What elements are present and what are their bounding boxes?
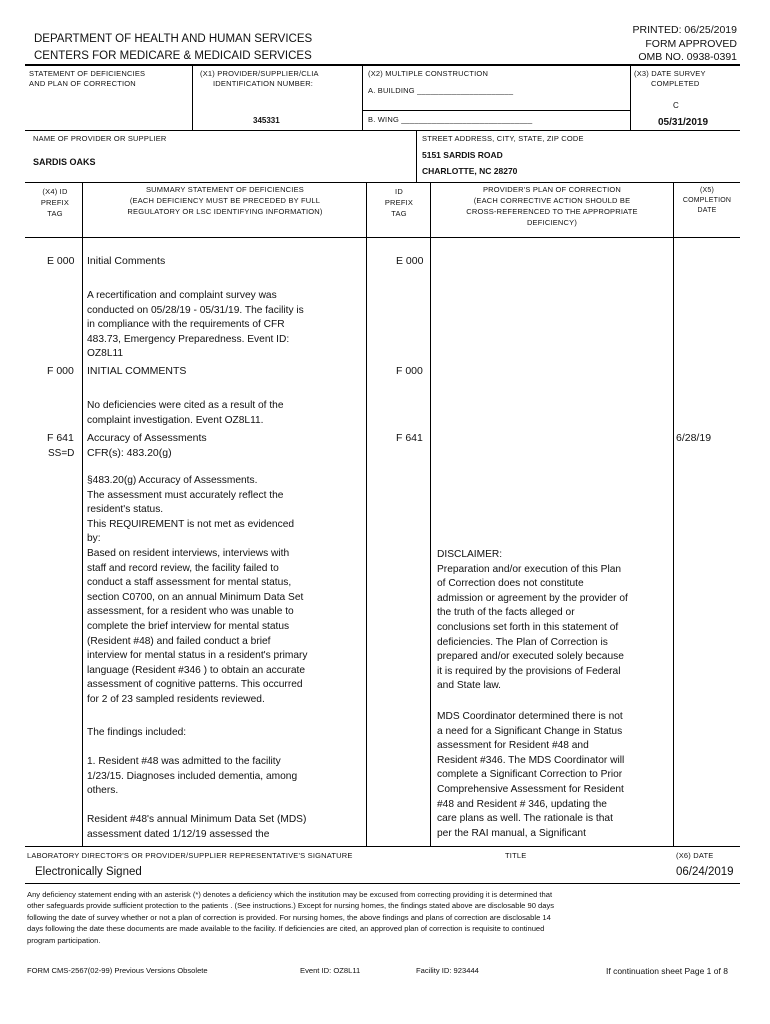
- rule: [25, 883, 740, 884]
- id-header: ID: [395, 187, 403, 196]
- statement-label: STATEMENT OF DEFICIENCIES: [29, 69, 146, 78]
- address-label: STREET ADDRESS, CITY, STATE, ZIP CODE: [422, 134, 584, 143]
- rule: [25, 182, 740, 183]
- printed-date: PRINTED: 06/25/2019: [632, 24, 737, 36]
- provider-id-number: 345331: [253, 116, 280, 125]
- x3-label: COMPLETED: [651, 79, 700, 88]
- f000-title: INITIAL COMMENTS: [87, 365, 187, 377]
- tag-f641: F 641: [47, 432, 74, 444]
- disclaimer-text: DISCLAIMER: Preparation and/or execution of this Plan of Correction does not constitute admission or agreement by the provider of the truth of the facts alleged or conclusions set forth in this statement of deficiencies. The Plan of Correction is prepared and/or executed solely because it is required by the provisions of Federal and State law.: [437, 549, 628, 692]
- rule: [25, 130, 740, 131]
- city-state-zip: CHARLOTTE, NC 28270: [422, 166, 518, 176]
- rule: [366, 182, 367, 846]
- rule: [362, 65, 363, 130]
- title-label: TITLE: [505, 851, 527, 860]
- e000-body: A recertification and complaint survey was conducted on 05/28/19 - 05/31/19. The facility is in compliance with the requirements of CFR 483.73, Emergency Preparedness. Event ID: OZ8L11: [87, 290, 304, 360]
- facility-id: Facility ID: 923444: [416, 966, 479, 975]
- plan-header: (EACH CORRECTIVE ACTION SHOULD BE: [473, 196, 631, 205]
- x5-header: DATE: [697, 207, 717, 214]
- signature-label: LABORATORY DIRECTOR'S OR PROVIDER/SUPPLIER REPRESENTATIVE'S SIGNATURE: [27, 851, 353, 860]
- plan-tag-e000: E 000: [396, 255, 424, 267]
- x2-building: A. BUILDING ______________________: [368, 86, 514, 95]
- department-title-line2: CENTERS FOR MEDICARE & MEDICAID SERVICES: [34, 50, 312, 62]
- e000-title: Initial Comments: [87, 255, 166, 267]
- x2-label: (X2) MULTIPLE CONSTRUCTION: [368, 69, 489, 78]
- rule: [630, 65, 631, 130]
- rule: [673, 182, 674, 846]
- x2-wing: B. WING ______________________________: [368, 115, 533, 124]
- tag-e000: E 000: [47, 255, 75, 267]
- x3-label: (X3) DATE SURVEY: [634, 69, 706, 78]
- x1-label: IDENTIFICATION NUMBER:: [213, 79, 314, 88]
- completion-date-f641: 6/28/19: [676, 432, 712, 444]
- department-title-line1: DEPARTMENT OF HEALTH AND HUMAN SERVICES: [34, 33, 313, 45]
- rule: [192, 65, 193, 130]
- statement-label: AND PLAN OF CORRECTION: [29, 79, 136, 88]
- x4-header: PREFIX: [40, 198, 70, 207]
- x4-header: (X4) ID: [42, 187, 68, 196]
- f641-title: Accuracy of Assessments: [87, 432, 207, 444]
- f641-body: §483.20(g) Accuracy of Assessments. The assessment must accurately reflect the resident's status. This REQUIREMENT is not met as evidenced by: Based on resident interviews, interviews with staff and record review, the facility failed to conduct a staff assessment for mental status, section C0700, on an annual Minimum Data Set assessment, for a resident who was unable to complete the brief interview for mental status (Resident #48) and failed conduct a brief interview for mental status in a resident's primary language (Resident #346 ) to obtain an accurate assessment of cognitive patterns. This occurred for 2 of 23 sampled residents reviewed.: [87, 475, 308, 705]
- findings-heading: The findings included:: [87, 727, 187, 738]
- survey-code: C: [673, 101, 679, 110]
- provider-name-label: NAME OF PROVIDER OR SUPPLIER: [33, 134, 167, 143]
- plan-header: PROVIDER'S PLAN OF CORRECTION: [482, 185, 622, 194]
- rule: [416, 130, 417, 182]
- plan-tag-f000: F 000: [396, 365, 423, 377]
- plan-header: DEFICIENCY): [526, 218, 578, 227]
- f000-body: No deficiencies were cited as a result of the complaint investigation. Event OZ8L11.: [87, 400, 284, 426]
- scope-severity: SS=D: [48, 448, 75, 459]
- finding-2: Resident #48's annual Minimum Data Set (MDS) assessment dated 1/12/19 assessed the: [87, 814, 307, 840]
- event-id: Event ID: OZ8L11: [300, 966, 361, 975]
- tag-f000: F 000: [47, 365, 74, 377]
- signature-date-label: (X6) DATE: [676, 851, 714, 860]
- x4-header: TAG: [47, 209, 63, 218]
- street-address: 5151 SARDIS ROAD: [422, 150, 503, 160]
- signature-date: 06/24/2019: [676, 866, 734, 878]
- rule: [430, 182, 431, 846]
- rule: [25, 846, 740, 847]
- signature-value: Electronically Signed: [35, 866, 142, 878]
- summary-header: SUMMARY STATEMENT OF DEFICIENCIES: [145, 185, 304, 194]
- x5-header: (X5): [699, 187, 715, 194]
- provider-name: SARDIS OAKS: [33, 157, 96, 167]
- rule: [25, 237, 740, 238]
- disclosure-footnote: Any deficiency statement ending with an asterisk (*) denotes a deficiency which the institution may be excused from correcting providing it is determined that other safeguards provide sufficient protection to the patients . (See instructions.) Except for nursing homes, the findings stated above are disclosable 90 days following the date of survey whether or not a plan of correction is provided. For nursing homes, the above findings and plans of correction are disclosable 14 days following the date these documents are made available to the facility. If deficiencies are cited, an approved plan of correction is requisite to continued program participation.: [27, 890, 555, 945]
- omb-number: OMB NO. 0938-0391: [638, 51, 737, 63]
- id-header: PREFIX: [384, 198, 414, 207]
- summary-header: REGULATORY OR LSC IDENTIFYING INFORMATION): [127, 207, 323, 216]
- plan-tag-f641: F 641: [396, 432, 423, 444]
- rule: [362, 110, 630, 111]
- survey-completed-date: 05/31/2019: [658, 117, 709, 128]
- rule: [25, 65, 740, 66]
- summary-header: (EACH DEFICIENCY MUST BE PRECEDED BY FULL: [129, 196, 321, 205]
- page-indicator: If continuation sheet Page 1 of 8: [606, 966, 728, 976]
- id-header: TAG: [391, 209, 407, 218]
- form-number: FORM CMS-2567(02-99) Previous Versions Obsolete: [27, 966, 208, 975]
- x1-label: (X1) PROVIDER/SUPPLIER/CLIA: [200, 69, 319, 78]
- x5-header: COMPLETION: [682, 197, 732, 204]
- rule: [82, 182, 83, 846]
- plan-header: CROSS-REFERENCED TO THE APPROPRIATE: [466, 207, 638, 216]
- form-approved: FORM APPROVED: [645, 38, 737, 50]
- f641-cfr: CFR(s): 483.20(g): [87, 447, 172, 459]
- finding-1: 1. Resident #48 was admitted to the facility 1/23/15. Diagnoses included dementia, among others.: [87, 756, 298, 797]
- mds-coordinator-text: MDS Coordinator determined there is not a need for a Significant Change in Status assessment for Resident #48 and Resident #346. The MDS Coordinator will complete a Significant Correction to Prior Comprehensive Assessment for Resident #48 and Resident # 346, updating the care plans as well. The rationale is that per the RAI manual, a Significant: [437, 711, 625, 839]
